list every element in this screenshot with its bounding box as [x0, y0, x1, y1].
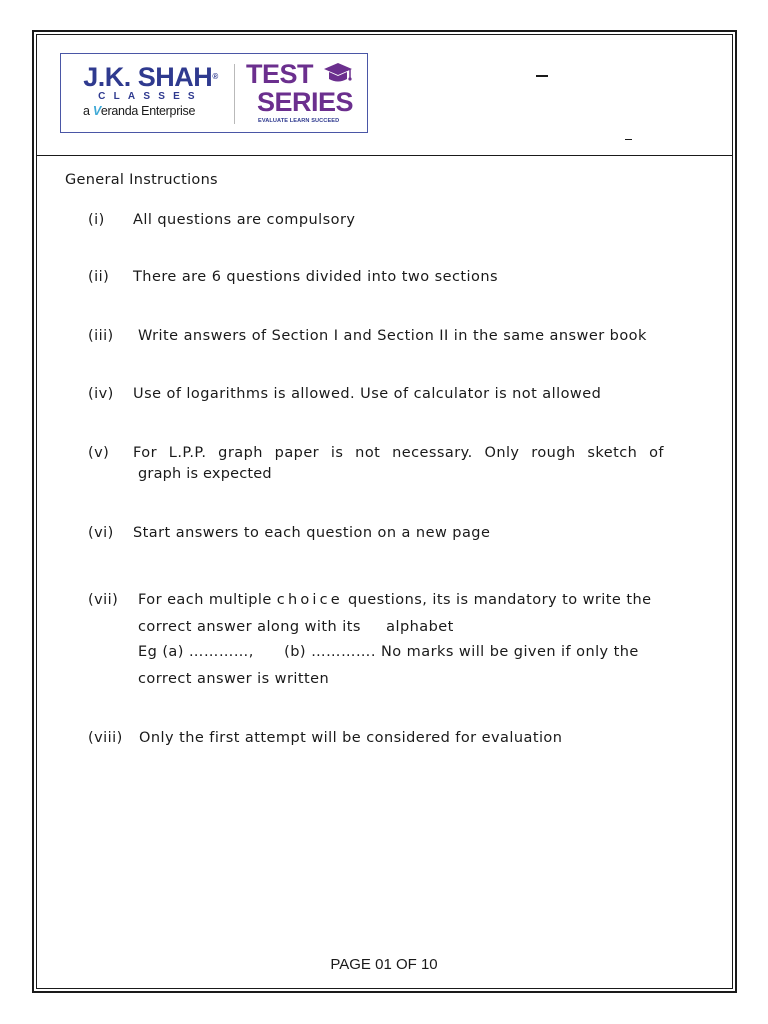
instruction-number: (vi) [88, 525, 114, 541]
instruction-number: (i) [88, 212, 105, 228]
page-number-footer: PAGE 01 OF 10 [330, 956, 438, 973]
instruction-text-line3: Eg (a) …………, (b) …………. No marks will be given if only the [138, 644, 639, 660]
instruction-number: (ii) [88, 269, 110, 285]
instruction-text: There are 6 questions divided into two sections [133, 269, 498, 285]
instruction-text: Use of logarithms is allowed. Use of calculator is not allowed [133, 386, 602, 402]
instruction-text-line2: graph is expected [138, 466, 272, 482]
logo-series-text: SERIES [257, 87, 354, 117]
instruction-number: (iii) [88, 328, 114, 344]
instruction-text-line4: correct answer is written [138, 671, 330, 687]
instruction-number: (iv) [88, 386, 114, 402]
instruction-text: Write answers of Section I and Section II in the same answer book [138, 328, 647, 344]
header-small-dash-mark [625, 139, 632, 140]
instruction-text-line1: For each multiple choice questions, its is mandatory to write the [138, 592, 652, 608]
instruction-text: Start answers to each question on a new page [133, 525, 491, 541]
instruction-text-line1: For L.P.P. graph paper is not necessary. Only rough sketch of [133, 445, 664, 461]
instruction-text: All questions are compulsory [133, 212, 356, 228]
instruction-number: (v) [88, 445, 110, 461]
instruction-number: (vii) [88, 592, 119, 608]
graduation-cap-icon [318, 60, 358, 86]
instruction-text: Only the first attempt will be considered for evaluation [139, 730, 563, 746]
logo-enterprise-text: a Veranda Enterprise [83, 104, 196, 118]
header-divider [36, 155, 733, 156]
logo-brand-name: J.K. SHAH® [83, 62, 218, 92]
jk-shah-test-series-logo [60, 53, 368, 133]
logo-tagline: EVALUATE LEARN SUCCEED [258, 118, 340, 124]
instruction-number: (viii) [88, 730, 123, 746]
general-instructions-title: General Instructions [65, 172, 218, 188]
logo-divider [234, 64, 235, 124]
logo-test-text: TEST [246, 59, 314, 89]
instruction-text-line2: correct answer along with its alphabet [138, 619, 454, 635]
logo-classes-text: CLASSES [98, 91, 203, 102]
header-dash-mark [536, 75, 548, 77]
